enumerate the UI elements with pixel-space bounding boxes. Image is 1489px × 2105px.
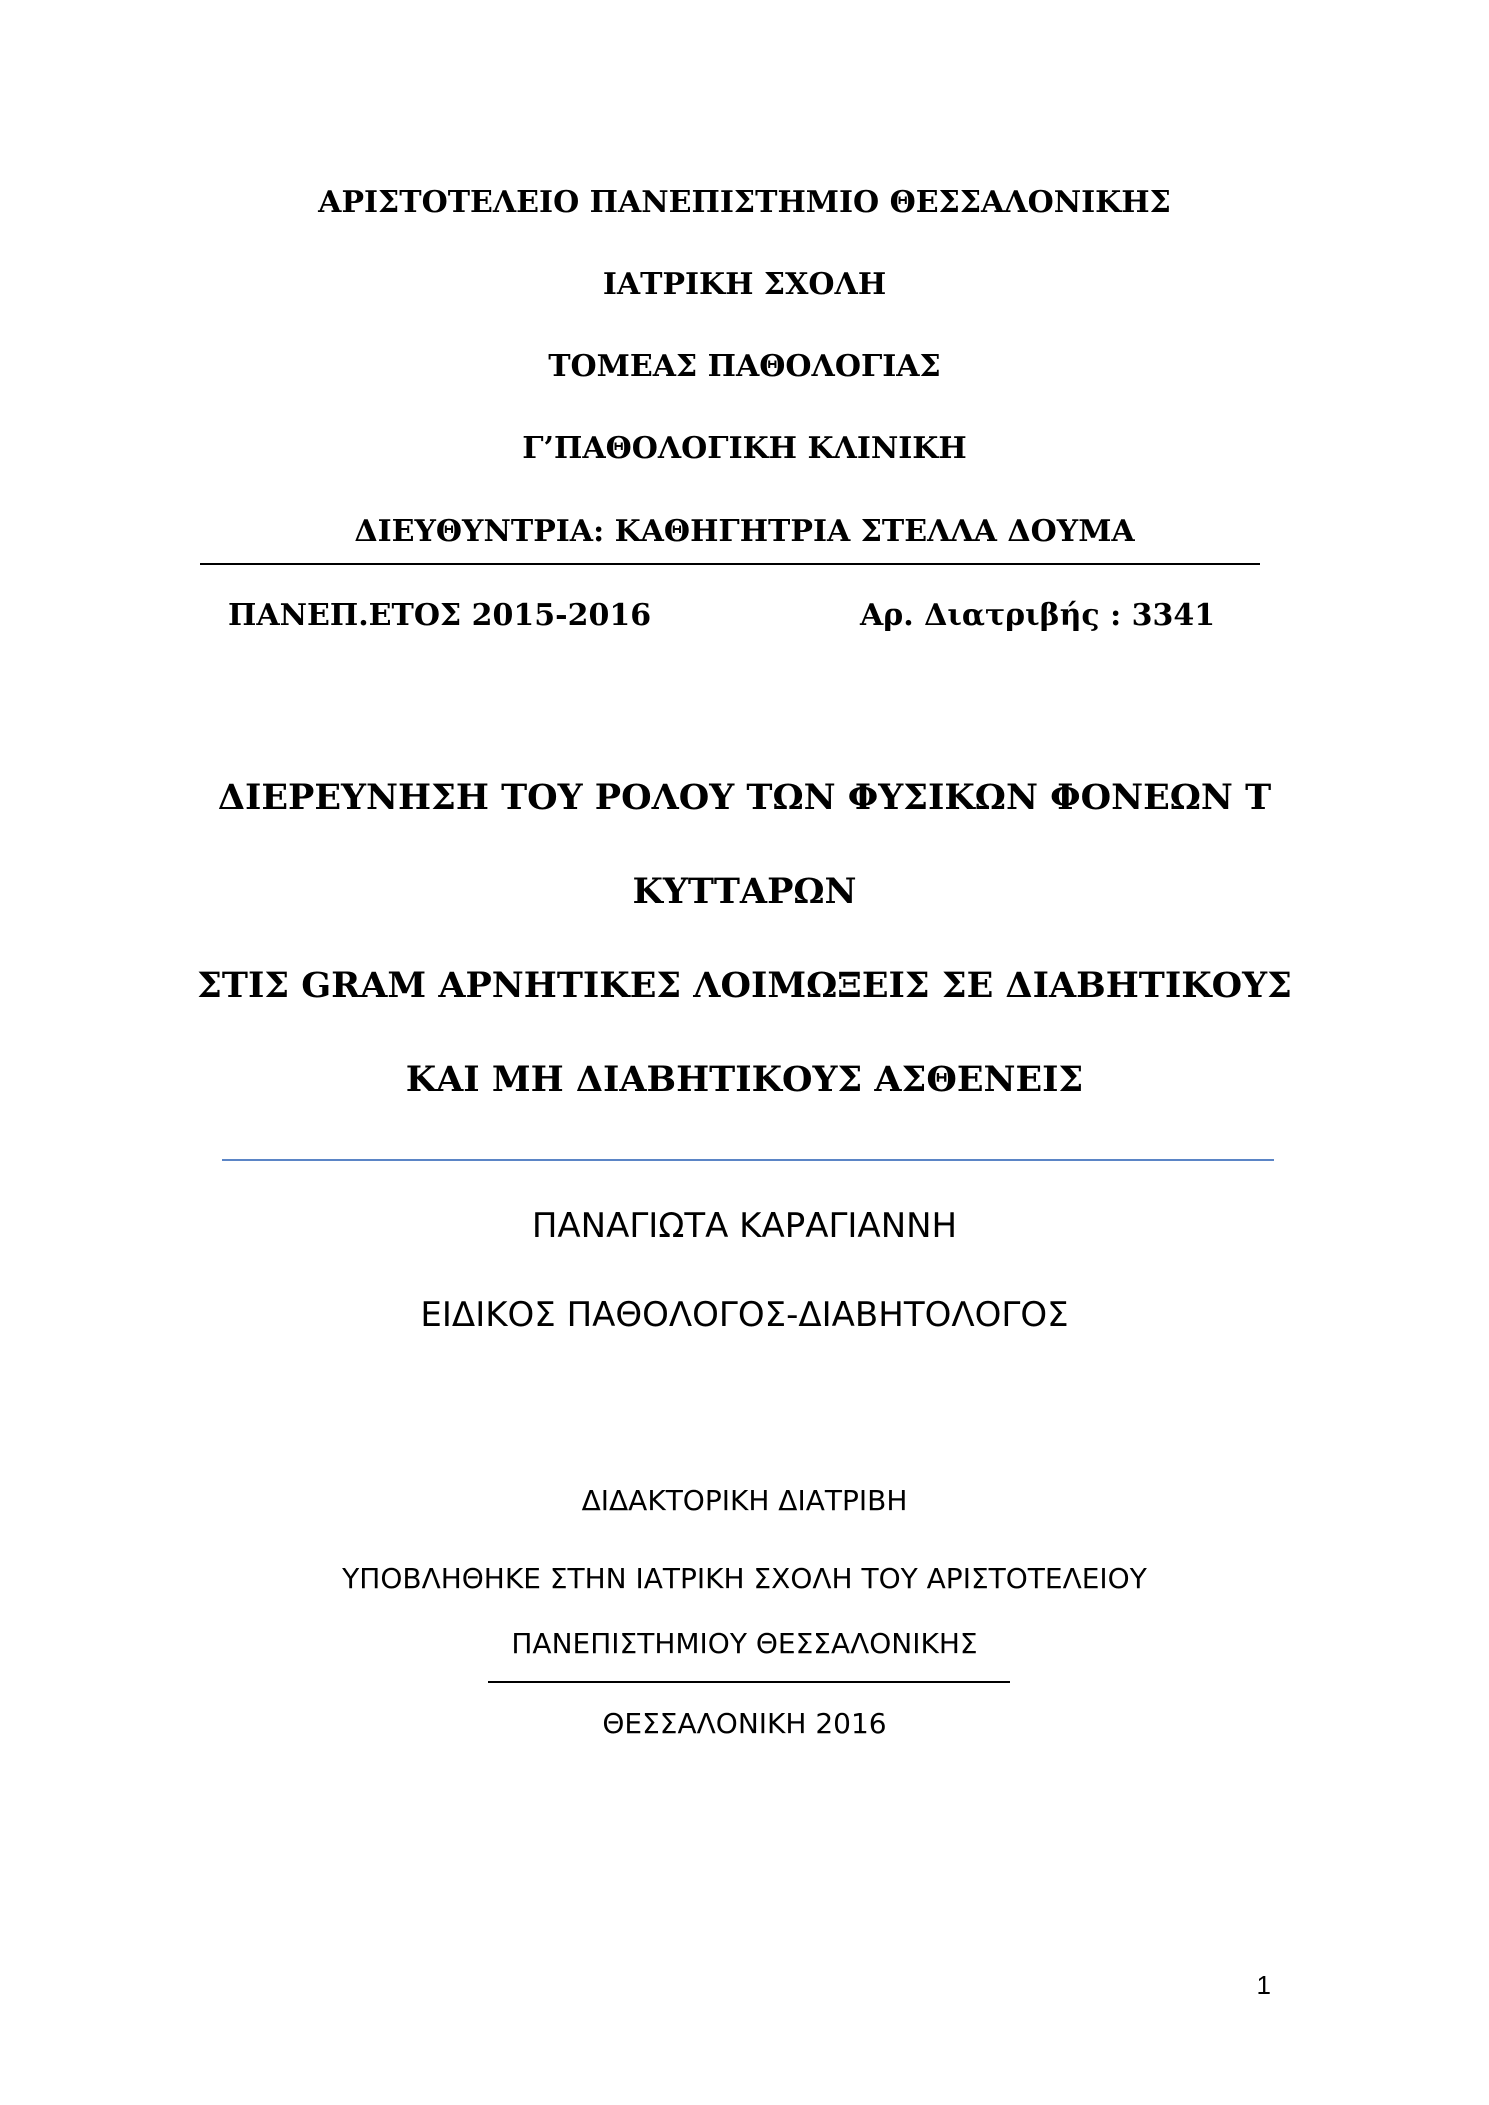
thesis-number: Αρ. Διατριβής : 3341 (860, 598, 1216, 633)
thesis-title-line-3: ΣΤΙΣ GRAM ΑΡΝΗΤΙΚΕΣ ΛΟΙΜΩΞΕΙΣ ΣΕ ΔΙΑΒΗΤΙΚΟΥΣ (197, 965, 1292, 1006)
school-name: ΙΑΤΡΙΚΗ ΣΧΟΛΗ (602, 267, 887, 302)
page-number: 1 (1256, 1970, 1271, 2000)
clinic-name: Γ’ΠΑΘΟΛΟΓΙΚΗ ΚΛΙΝΙΚΗ (522, 431, 967, 466)
submission-divider (488, 1681, 1010, 1683)
thesis-title-line-2: ΚΥΤΤΑΡΩΝ (632, 871, 857, 912)
author-name: ΠΑΝΑΓΙΩΤΑ ΚΑΡΑΓΙΑΝΝΗ (531, 1206, 958, 1246)
submission-line-1: ΥΠΟΒΛΗΘΗΚΕ ΣΤΗΝ ΙΑΤΡΙΚΗ ΣΧΟΛΗ ΤΟΥ ΑΡΙΣΤΟΤΕΛΕΙΟΥ (342, 1562, 1147, 1595)
title-divider (222, 1159, 1274, 1161)
thesis-title-line-1: ΔΙΕΡΕΥΝΗΣΗ ΤΟΥ ΡΟΛΟΥ ΤΩΝ ΦΥΣΙΚΩΝ ΦΟΝΕΩΝ Τ (217, 777, 1272, 818)
director-line: ΔΙΕΥΘΥΝΤΡΙΑ: ΚΑΘΗΓΗΤΡΙΑ ΣΤΕΛΛΑ ΔΟΥΜΑ (354, 514, 1135, 549)
header-divider (200, 563, 1260, 565)
document-type: ΔΙΔΑΚΤΟΡΙΚΗ ΔΙΑΤΡΙΒΗ (581, 1484, 908, 1517)
place-and-year: ΘΕΣΣΑΛΟΝΙΚΗ 2016 (602, 1707, 887, 1740)
submission-line-2: ΠΑΝΕΠΙΣΤΗΜΙΟΥ ΘΕΣΣΑΛΟΝΙΚΗΣ (511, 1627, 978, 1660)
author-role: ΕΙΔΙΚΟΣ ΠΑΘΟΛΟΓΟΣ-ΔΙΑΒΗΤΟΛΟΓΟΣ (420, 1295, 1069, 1335)
thesis-title-line-4: ΚΑΙ ΜΗ ΔΙΑΒΗΤΙΚΟΥΣ ΑΣΘΕΝΕΙΣ (405, 1059, 1084, 1100)
university-name: ΑΡΙΣΤΟΤΕΛΕΙΟ ΠΑΝΕΠΙΣΤΗΜΙΟ ΘΕΣΣΑΛΟΝΙΚΗΣ (318, 185, 1171, 220)
department-name: ΤΟΜΕΑΣ ΠΑΘΟΛΟΓΙΑΣ (548, 349, 941, 384)
academic-year: ΠΑΝΕΠ.ΕΤΟΣ 2015-2016 (228, 598, 652, 633)
